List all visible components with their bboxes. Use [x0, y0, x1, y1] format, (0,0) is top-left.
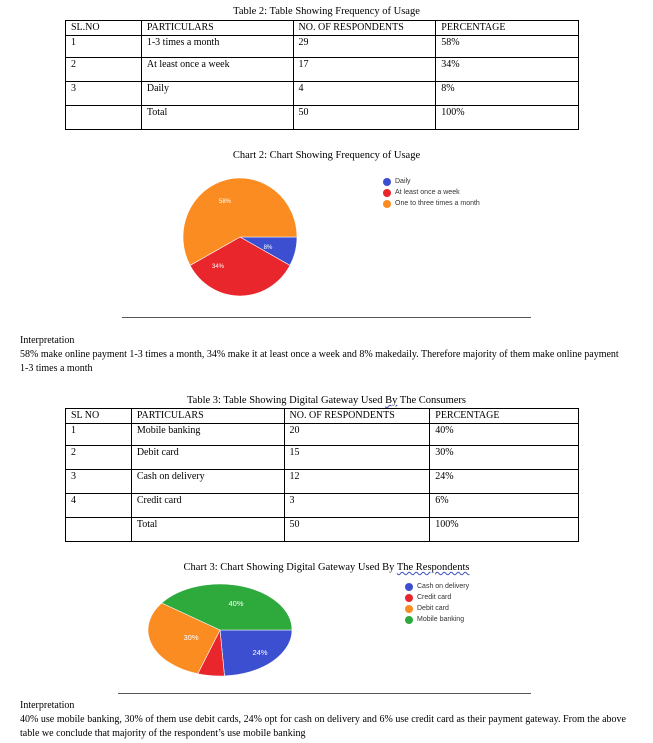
table-header-cell: SL.NO [66, 21, 142, 36]
chart2-slice-label-daily: 8% [263, 245, 273, 251]
table-header-cell: PERCENTAGE [436, 21, 579, 36]
table2-caption: Table 2: Table Showing Frequency of Usage [233, 6, 420, 17]
caption-text-flagged: The Respondents [396, 562, 470, 573]
legend-dot-icon [405, 605, 413, 613]
table-cell: 4 [293, 82, 436, 106]
table-cell: 17 [293, 58, 436, 82]
chart2-slice-label-month: 58% [218, 199, 232, 205]
legend-item [405, 614, 469, 625]
legend-dot-icon [383, 200, 391, 208]
table3 [65, 408, 579, 542]
table-row [66, 446, 579, 470]
legend-label: Credit card [417, 594, 452, 601]
table-cell: 100% [436, 106, 579, 130]
interpretation-text: 58% make online payment 1-3 times a month, 34% make it at least once a week and 8% makedaily. Therefore majority of them make online payment 1-3 times a month [20, 349, 619, 374]
legend-dot-icon [383, 189, 391, 197]
table-cell: 34% [436, 58, 579, 82]
table3-caption [0, 395, 653, 406]
legend-label: Cash on delivery [417, 583, 470, 590]
chart2-legend [383, 176, 480, 209]
table-header-cell: PARTICULARS [141, 21, 293, 36]
table-cell: 100% [430, 518, 579, 542]
table-row [66, 36, 579, 58]
table-cell: 1 [66, 424, 132, 446]
legend-dot-icon [383, 178, 391, 186]
table-cell: At least once a week [141, 58, 293, 82]
table-cell: 12 [284, 470, 430, 494]
table-cell: 58% [436, 36, 579, 58]
table-cell: 15 [284, 446, 430, 470]
table-cell [66, 518, 132, 542]
divider [118, 693, 531, 694]
table-cell: 6% [430, 494, 579, 518]
table-row [66, 82, 579, 106]
legend-label: Mobile banking [417, 616, 465, 623]
table-cell [66, 106, 142, 130]
caption-text-flagged: By [385, 395, 398, 406]
table-header-cell: PARTICULARS [131, 409, 284, 424]
table-cell: 30% [430, 446, 579, 470]
table-cell: 50 [284, 518, 430, 542]
table-cell: Cash on delivery [131, 470, 284, 494]
chart3-slice-label-mobile: 40% [228, 599, 244, 608]
table-row [66, 424, 579, 446]
table-cell: 3 [66, 82, 142, 106]
legend-item [383, 198, 480, 209]
table-header-cell: NO. OF RESPONDENTS [293, 21, 436, 36]
table-row [66, 470, 579, 494]
caption-text: Table 3: Table Showing Digital Gateway Used [187, 395, 386, 406]
legend-label: One to three times a month [395, 200, 480, 207]
interpretation-heading: Interpretation [20, 700, 75, 711]
table-cell: 20 [284, 424, 430, 446]
legend-item [383, 187, 480, 198]
table-cell: 2 [66, 446, 132, 470]
chart3-pie [140, 578, 305, 683]
chart3-legend [405, 581, 469, 625]
table-row [66, 58, 579, 82]
divider [122, 317, 531, 318]
table-cell: 40% [430, 424, 579, 446]
table-cell: Daily [141, 82, 293, 106]
table-cell: 1 [66, 36, 142, 58]
table-cell: 1-3 times a month [141, 36, 293, 58]
interpretation-text: 40% use mobile banking, 30% of them use debit cards, 24% opt for cash on delivery and 6% use credit card as their payment gateway. From the above table we conclude that majority of the respondent’s use mobile banking [20, 714, 626, 739]
caption-text: The Consumers [397, 395, 466, 406]
legend-label: Debit card [417, 605, 449, 612]
chart3-caption [0, 562, 653, 573]
table-cell: 50 [293, 106, 436, 130]
table-cell: 3 [66, 470, 132, 494]
legend-item [405, 581, 469, 592]
legend-item [405, 603, 469, 614]
table-cell: Total [131, 518, 284, 542]
table-cell: 4 [66, 494, 132, 518]
table-total-row [66, 518, 579, 542]
chart2-slice-label-week: 34% [211, 264, 225, 270]
legend-dot-icon [405, 583, 413, 591]
chart2-caption: Chart 2: Chart Showing Frequency of Usage [232, 150, 421, 161]
table-cell: 2 [66, 58, 142, 82]
table-header-cell: PERCENTAGE [430, 409, 579, 424]
interpretation-heading: Interpretation [20, 335, 75, 346]
legend-item [383, 176, 480, 187]
table-row [66, 494, 579, 518]
legend-label: Daily [395, 178, 411, 185]
table-cell: 29 [293, 36, 436, 58]
table-cell: Mobile banking [131, 424, 284, 446]
table-cell: 3 [284, 494, 430, 518]
chart3-slice-label-cash: 24% [252, 648, 268, 657]
legend-label: At least once a week [395, 189, 460, 196]
legend-dot-icon [405, 594, 413, 602]
caption-text: Chart 3: Chart Showing Digital Gateway Used By [183, 562, 397, 573]
table-cell: Credit card [131, 494, 284, 518]
table2 [65, 20, 579, 130]
table-cell: Total [141, 106, 293, 130]
table-header-cell: SL NO [66, 409, 132, 424]
table-header-cell: NO. OF RESPONDENTS [284, 409, 430, 424]
table-header-row [66, 409, 579, 424]
chart3-slice-label-debit: 30% [183, 633, 199, 642]
legend-item [405, 592, 469, 603]
table-cell: 8% [436, 82, 579, 106]
table-cell: 24% [430, 470, 579, 494]
legend-dot-icon [405, 616, 413, 624]
chart2-pie [170, 170, 310, 305]
table-total-row [66, 106, 579, 130]
table-cell: Debit card [131, 446, 284, 470]
table-header-row [66, 21, 579, 36]
